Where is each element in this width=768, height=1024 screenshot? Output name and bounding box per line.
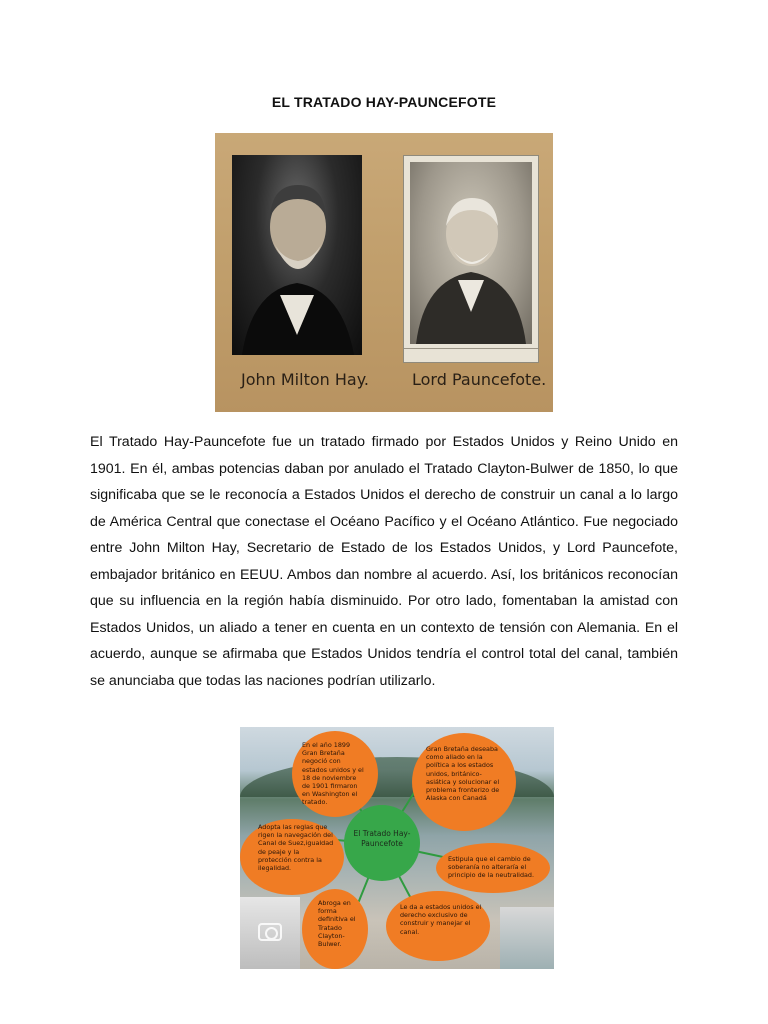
- infographic-center: El Tratado Hay-Pauncefote: [344, 805, 420, 881]
- john-hay-photo: [232, 155, 362, 355]
- page-title: EL TRATADO HAY-PAUNCEFOTE: [271, 94, 497, 110]
- camera-icon: [258, 923, 282, 941]
- body-paragraph: El Tratado Hay-Pauncefote fue un tratado firmado por Estados Unidos y Reino Unido en 1901. En él, ambas potencias daban por anulado el Tratado Clayton-Bulwer de 1850, lo que significaba que se le reconocía a Estados Unidos el derecho de construir un canal a lo largo de América Central que conectase el Océano Pacífico y el Océano Atlántico. Fue negociado entre John Milton Hay, Secretario de Estado de los Estados Unidos, y Lord Pauncefote, embajador británico en EEUU. Ambos dan nombre al acuerdo. Así, los británicos reconocían que su influencia en la región había disminuido. Por otro lado, fomentaban la amistad con Estados Unidos, un aliado a tener en cuenta en un contexto de tensión con Alemania. En el acuerdo, aunque se afirmaba que Estados Unidos tendría el control total del canal, también se anunciaba que todas las naciones podrían utilizarlo.: [90, 434, 678, 689]
- infographic-bubble-2: Gran Bretaña deseaba como aliado en la política a los estados unidos, británico-asiática y solucionar el problema fronterizo de Alaska con Canadá: [412, 733, 516, 831]
- lord-pauncefote-caption: Lord Pauncefote.: [412, 370, 547, 389]
- infographic-bubble-5: Abroga en forma definitiva el Tratado Clayton-Bulwer.: [302, 889, 368, 969]
- infographic-bubble-6: Le da a estados unidos el derecho exclusivo de construir y manejar el canal.: [386, 891, 490, 961]
- infographic-bubble-1: En el año 1899 Gran Bretaña negoció con estados unidos y el 18 de noviembre de 1901 firmaron en Washington el tratado.: [292, 731, 378, 817]
- portraits-image: [215, 133, 553, 412]
- lord-pauncefote-photo: [403, 155, 539, 363]
- infographic-bubble-4: Estipula que el cambio de soberanía no alteraría el principio de la neutralidad.: [436, 843, 550, 893]
- john-hay-caption: John Milton Hay.: [241, 370, 369, 389]
- infographic: [240, 727, 554, 969]
- infographic-bubble-3: Adopta las reglas que rigen la navegación del Canal de Suez,igualdad de peaje y la protección contra la ilegalidad.: [240, 819, 344, 895]
